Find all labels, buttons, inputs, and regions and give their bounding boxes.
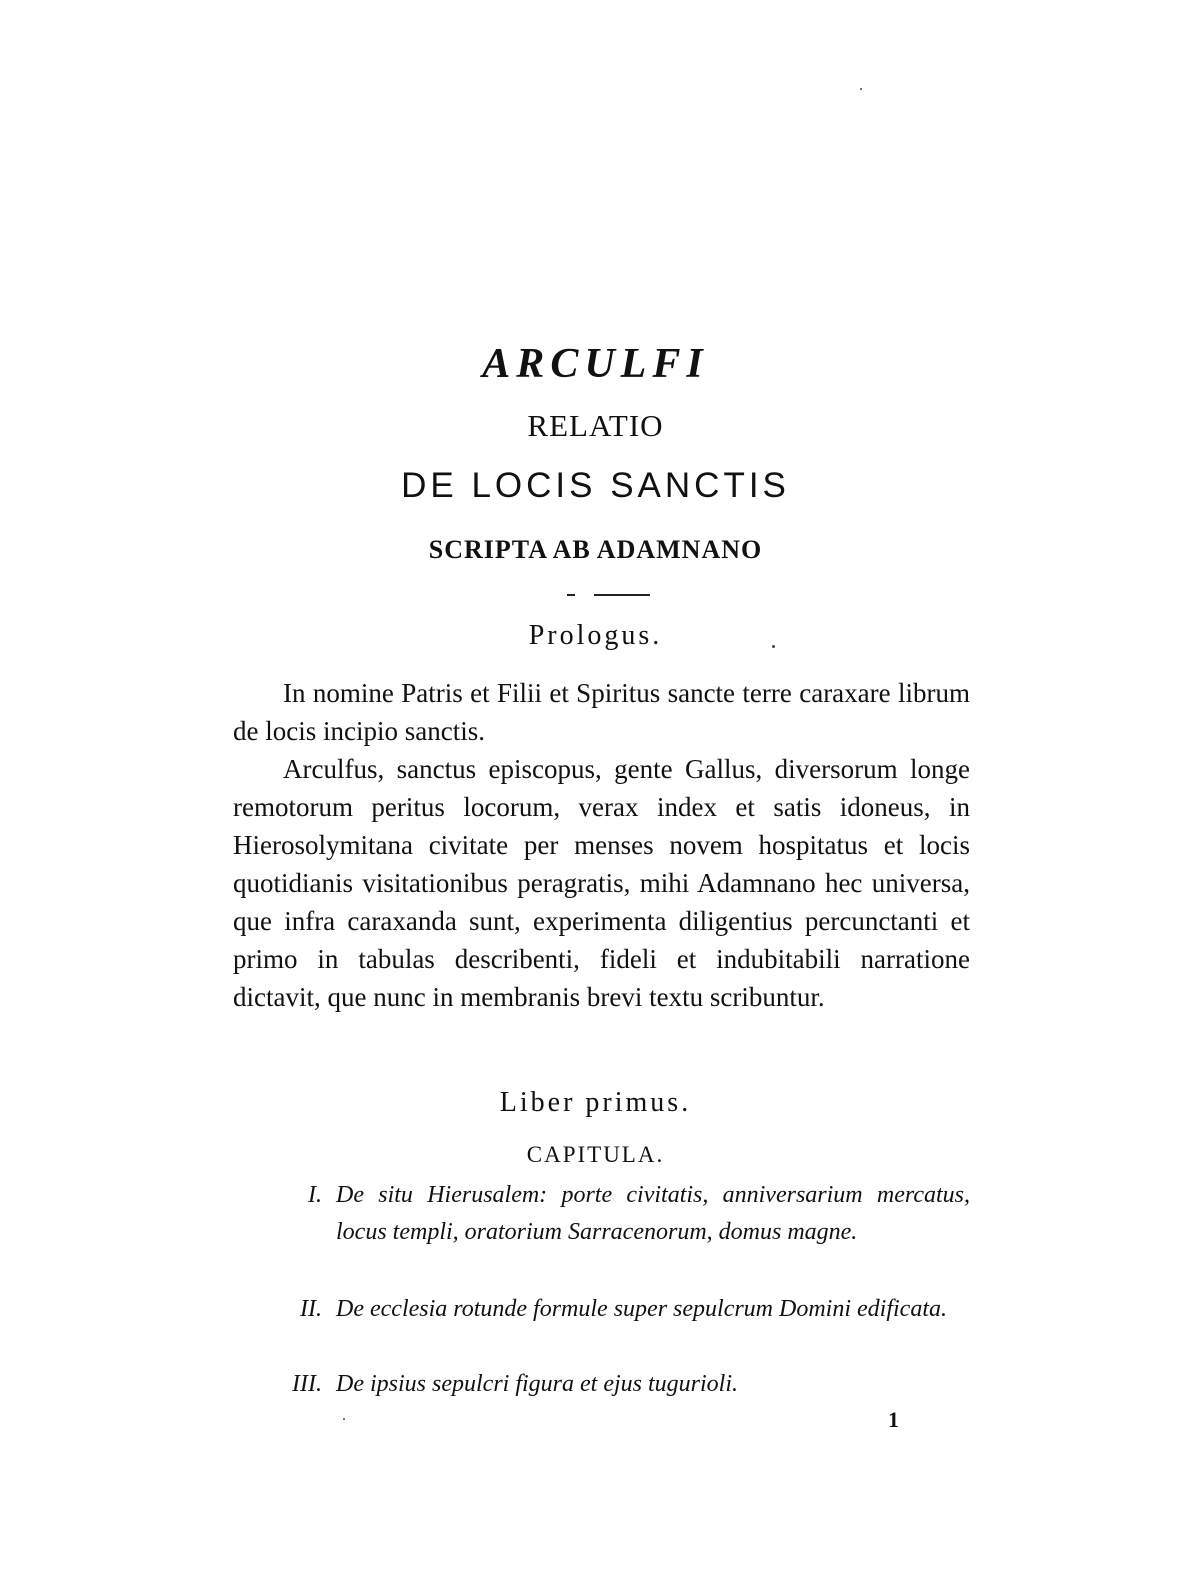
divider-rule <box>594 594 650 596</box>
chapter-numeral: II. <box>300 1296 322 1322</box>
divider-dash <box>567 594 575 596</box>
chapter-title: De situ Hierusalem: porte civitatis, anniversarium mercatus, locus templi, oratorium Sarracenorum, domus magne. <box>336 1182 970 1245</box>
subtitle-de-locis-sanctis: DE LOCIS SANCTIS <box>401 466 790 505</box>
chapter-entry <box>260 1291 970 1328</box>
subtitle-author-line: SCRIPTA AB ADAMNANO <box>428 535 763 564</box>
prologus-paragraph: In nomine Patris et Filii et Spiritus sancte terre caraxare librum de locis incipio sanctis. <box>233 678 970 746</box>
subtitle-relatio: RELATIO <box>527 408 664 443</box>
book-title: ARCULFI <box>482 341 709 387</box>
liber-heading: Liber primus. <box>499 1087 692 1118</box>
print-speck <box>343 1418 345 1420</box>
page-number: 1 <box>888 1407 899 1432</box>
chapter-title: De ipsius sepulcri figura et ejus tugurioli. <box>336 1371 738 1397</box>
chapter-entry <box>260 1366 970 1403</box>
chapter-entry <box>260 1177 970 1251</box>
print-speck <box>860 88 862 90</box>
capitula-heading: CAPITULA. <box>526 1142 665 1167</box>
chapter-numeral: I. <box>308 1182 322 1208</box>
chapter-numeral: III. <box>292 1371 322 1397</box>
prologus-heading: Prologus. <box>528 620 663 651</box>
prologus-paragraph: Arculfus, sanctus episcopus, gente Gallus, diversorum longe remotorum peritus locorum, verax index et satis idoneus, in Hierosolymitana civitate per menses novem hospitatus et locis quotidianis visitationibus peragratis, mihi Adamnano hec universa, que infra caraxanda sunt, experimenta diligentius percunctanti et primo in tabulas describenti, fideli et indubitabili narratione dictavit, que nunc in membranis brevi textu scribuntur. <box>233 754 970 1012</box>
chapter-title: De ecclesia rotunde formule super sepulcrum Domini edificata. <box>336 1296 947 1322</box>
